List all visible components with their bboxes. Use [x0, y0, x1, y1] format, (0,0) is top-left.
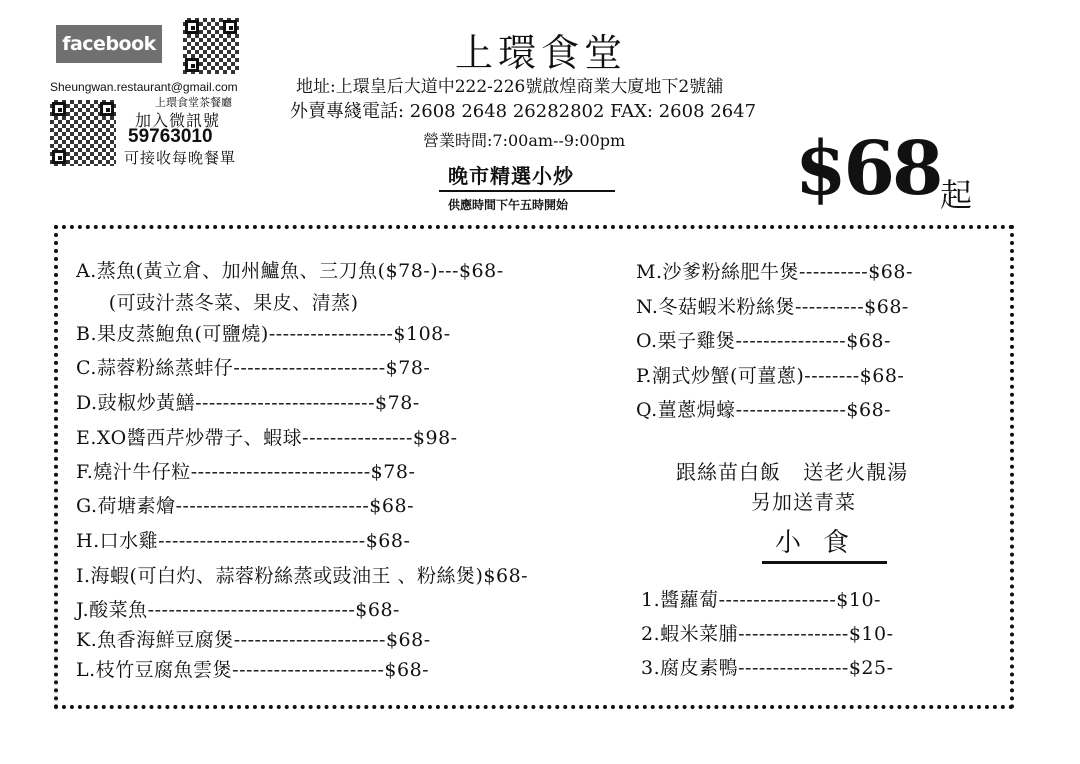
menu-item: G.荷塘素燴----------------------------$68- — [76, 495, 414, 517]
email-address: Sheungwan.restaurant@gmail.com — [50, 80, 238, 94]
facebook-qr-code-icon — [183, 18, 239, 74]
menu-item: I.海蝦(可白灼、蒜蓉粉絲蒸或豉油王 、粉絲煲)$68- — [76, 565, 529, 587]
wechat-qr-code-icon — [50, 100, 116, 166]
heading-underline — [439, 190, 615, 192]
facebook-logo[interactable]: facebook — [56, 25, 162, 63]
wechat-add-label: 加入微訊號 — [135, 111, 221, 130]
wechat-account-name: 上環食堂茶餐廳 — [155, 97, 232, 109]
price-from: $68 — [795, 126, 941, 212]
menu-item: K.魚香海鮮豆腐煲----------------------$68- — [76, 629, 431, 651]
snack-item: 1.醬蘿蔔-----------------$10- — [641, 589, 881, 611]
menu-item: A.蒸魚(黃立倉、加州鱸魚、三刀魚($78-)---$68- — [76, 260, 504, 282]
wechat-note: 可接收每晚餐單 — [124, 149, 237, 167]
menu-item: Q.薑蔥焗蠔----------------$68- — [636, 399, 892, 421]
snack-item: 3.腐皮素鴨----------------$25- — [641, 657, 894, 679]
menu-item: M.沙爹粉絲肥牛煲----------$68- — [636, 261, 913, 283]
supply-time: 供應時間下午五時開始 — [448, 198, 569, 212]
price-suffix: 起 — [940, 176, 973, 214]
evening-special-heading: 晚市精選小炒 — [448, 164, 574, 188]
menu-item: B.果皮蒸鮑魚(可鹽燒)------------------$108- — [76, 323, 451, 345]
menu-item: O.栗子雞煲----------------$68- — [636, 330, 891, 352]
upsell-vegetables: 另加送青菜 — [751, 490, 856, 514]
opening-hours: 營業時間:7:00am--9:00pm — [423, 131, 626, 150]
phone-fax: 外賣專綫電話: 2608 2648 26282802 FAX: 2608 2647 — [290, 101, 757, 122]
restaurant-title: 上環食堂 — [455, 31, 628, 75]
menu-item: E.XO醬西芹炒帶子、蝦球----------------$98- — [76, 427, 458, 449]
snacks-underline — [762, 561, 887, 564]
menu-item: C.蒜蓉粉絲蒸蚌仔----------------------$78- — [76, 357, 431, 379]
menu-item: P.潮式炒蟹(可薑蔥)--------$68- — [636, 365, 905, 387]
menu-item-note: (可豉汁蒸冬菜、果皮、清蒸) — [76, 292, 359, 314]
address: 地址:上環皇后大道中222-226號啟煌商業大廈地下2號舖 — [296, 77, 724, 97]
menu-item: N.冬菇蝦米粉絲煲----------$68- — [636, 296, 909, 318]
menu-item: H.口水雞------------------------------$68- — [76, 530, 411, 552]
menu-item: J.酸菜魚------------------------------$68- — [76, 599, 400, 621]
menu-item: D.豉椒炒黃鱔--------------------------$78- — [76, 392, 420, 414]
wechat-number: 59763010 — [128, 126, 213, 147]
snack-item: 2.蝦米菜脯----------------$10- — [641, 623, 894, 645]
snacks-heading: 小食 — [775, 528, 872, 558]
menu-item: F.燒汁牛仔粒--------------------------$78- — [76, 461, 416, 483]
menu-item: L.枝竹豆腐魚雲煲----------------------$68- — [76, 659, 430, 681]
upsell-rice-soup: 跟絲苗白飯 送老火靚湯 — [676, 460, 909, 484]
